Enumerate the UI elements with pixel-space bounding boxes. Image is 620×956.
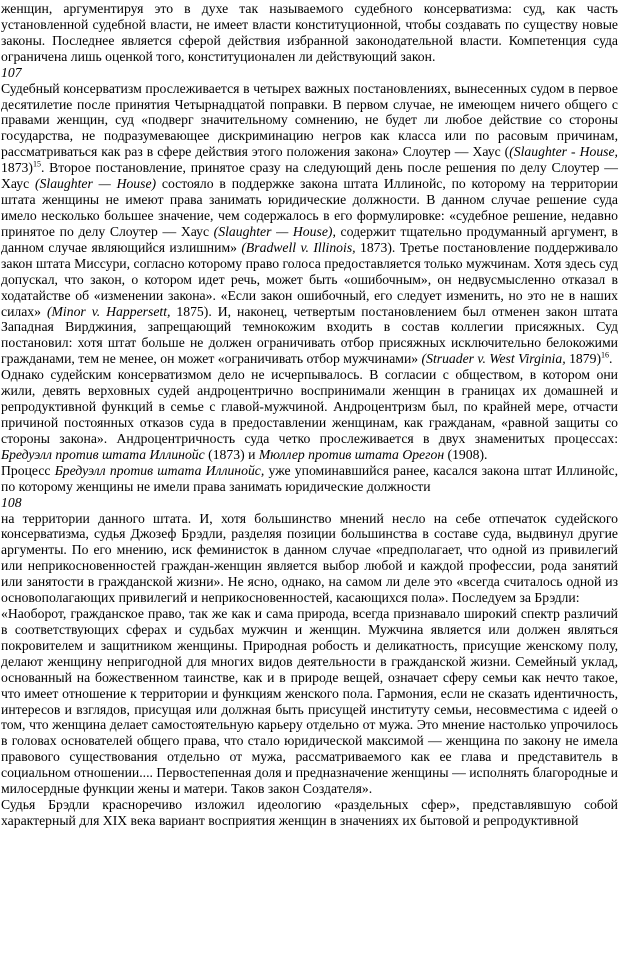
text-run: Процесс [1, 462, 55, 478]
italic-text: (Bradwell v. Illinois, [241, 239, 356, 255]
paragraph [1, 797, 618, 829]
text-run: состояло в поддержке закона штата Иллинойс, по которому на территории штата женщины не имеют права занимать юридические должности. В данном случае решение суда имело несколько большее значение, чем содержалось в его формулировке: «судебное решение, недавно принятое по делу Слоутер — Хаус [1, 176, 618, 239]
text-run: . Второе постановление, принятое сразу на следующий день после решения по делу Слоутер — Хаус [1, 160, 618, 192]
paragraph [1, 511, 618, 607]
text-run: уже упоминавшийся ранее, касался закона штат Иллинойс, по которому женщины не имели права занимать юридические должности [1, 462, 618, 494]
text-run: . [609, 351, 613, 367]
paragraph [1, 606, 618, 797]
italic-text: Бредуэлл против штата Иллинойс [1, 446, 205, 462]
italic-text: (Slaughter — House), [213, 223, 336, 239]
paragraph [1, 367, 618, 463]
text-run: Судья Брэдли красноречиво изложил идеологию «раздельных сфер», представлявшую собой характерный для XIX века вариант восприятия женщин в значениях их бытовой и репродуктивной [1, 797, 618, 829]
text-run: Однако судейским консерватизмом дело не исчерпывалось. В согласии с обществом, в котором они жили, девять верховных судей андроцентрично воспринимали женщин в границах их домашней и репродуктивной функций в семье с главой-мужчиной. Андроцентризм был, по крайней мере, отчасти причиной постоянных отказов суда в предоставлении женщинам, как гражданам, «равной защиты со стороны закона». Андроцентричность суда четко прослеживается в двух знаменитых процессах: [1, 367, 618, 446]
footnote-ref: 16 [601, 350, 609, 360]
italic-text: (Slaughter — House) [35, 176, 157, 192]
footnote-ref: 15 [32, 159, 41, 169]
page-number: 108 [1, 494, 22, 510]
text-run: женщин, аргументируя это в духе так называемого судебного консерватизма: суд, как часть установленной судебной власти, не имеет власти конституционной, чтобы создавать по существу новые законы. Последнее является сферой действия избранной законодательной власти. Компетенция суда ограничена лишь оценкой того, конституционален ли действующий закон. [1, 1, 618, 64]
paragraph [1, 1, 618, 65]
paragraph [1, 81, 618, 368]
text-run: Судебный консерватизм прослеживается в четырех важных постановлениях, вынесенных судом в первое десятилетие после принятия Четырнадцатой поправки. В первом случае, не имеющем ничего общего с правами женщин, суд «подверг значительному сомнению, не будет ли любое действие со стороны государства, не подразумевающее дискриминацию негров как класса или по расовым причинам, рассматриваться как раз в сфере действия этого положения закона» Слоутер — Хаус ( [1, 80, 618, 160]
text-run: на территории данного штата. И, хотя большинство мнений несло на себе отпечаток судейского консерватизма, судья Джозеф Брэдли, разделяя позиции большинства в составе суда, выдвинул другие аргументы. По его мнению, иск феминисток в данном случае «предполагает, что одной из привилегий или неприкосновенностей граждан-женщин является выбор любой и каждой профессии, рода занятий или занятости в гражданской жизни». Не ясно, однако, на самом ли деле это «всегда считалось одной из основополагающих привилегий и неприкосновенностей, касающихся пола». Последуем за Брэдли: [1, 510, 618, 606]
italic-text: (Slaughter - House, [509, 144, 618, 160]
text-run: 1879) [565, 351, 601, 367]
paragraph [1, 463, 618, 495]
text-run: 1873). Третье постановление поддерживало закон штата Миссури, согласно которому право голоса предоставляется только мужчинам. Хотя здесь суд допускал, что закон, о котором идет речь, может быть «ошибочным», он недвусмысленно отказал в ходатайстве об «изменении закона». «Если закон ошибочный, его следует изменить, но это не в наших силах» [1, 239, 618, 319]
italic-text: (Minor v. Happersett, [46, 303, 171, 319]
text-run: 1873) [1, 160, 33, 176]
italic-text: Бредуэлл против штата Иллинойс, [54, 462, 265, 478]
text-run: 1875). И, наконец, четвертым постановлением был отменен закон штата Западная Вирджиния, запрещающий темнокожим входить в состав коллегии присяжных. Суд постановил: хотя штат больше не должен ограничивать отбор присяжных исключительно белокожими гражданами, тем не менее, он может «ограничивать отбор мужчинами» [1, 303, 618, 367]
text-run: «Наоборот, гражданское право, так же как и сама природа, всегда признавало широкий спектр различий в соответствующих сферах и судьбах мужчин и женщин. Мужчина является или должен являться покровителем и защитником женщины. Природная робость и деликатность, присущие женскому полу, делают женщину непригодной для многих видов деятельности в гражданской жизни. Семейный уклад, основанный на божественном таинстве, как и в природе вещей, означает сферу семьи как нечто такое, что имеет отношение к территории и функциям женского пола. Гармония, если не сказать идентичность, интересов и взглядов, присущая или должная быть присущей институту семьи, несовместима с идеей о том, что женщина делает самостоятельную карьеру отдельно от мужа. Это мнение настолько упрочилось в головах основателей общего права, что стало юридической максимой — женщина по закону не имела правового существования отдельно от мужа, рассматриваемого как ее глава и представитель в социальном отношении.... Первостепенная доля и предназначение женщины — исполнять благородные и милосердные функции жены и матери. Таков закон Создателя». [1, 606, 618, 797]
italic-text: (Struader v. West Virginia, [421, 351, 566, 367]
italic-text: Мюллер против штата Орегон [258, 446, 445, 462]
text-run: (1908). [444, 446, 488, 462]
text-run: (1873) и [204, 446, 259, 462]
text-run: содержит тщательно продуманный аргумент, в данном случае являющийся излишним» [1, 223, 618, 255]
page-number: 107 [1, 64, 22, 80]
